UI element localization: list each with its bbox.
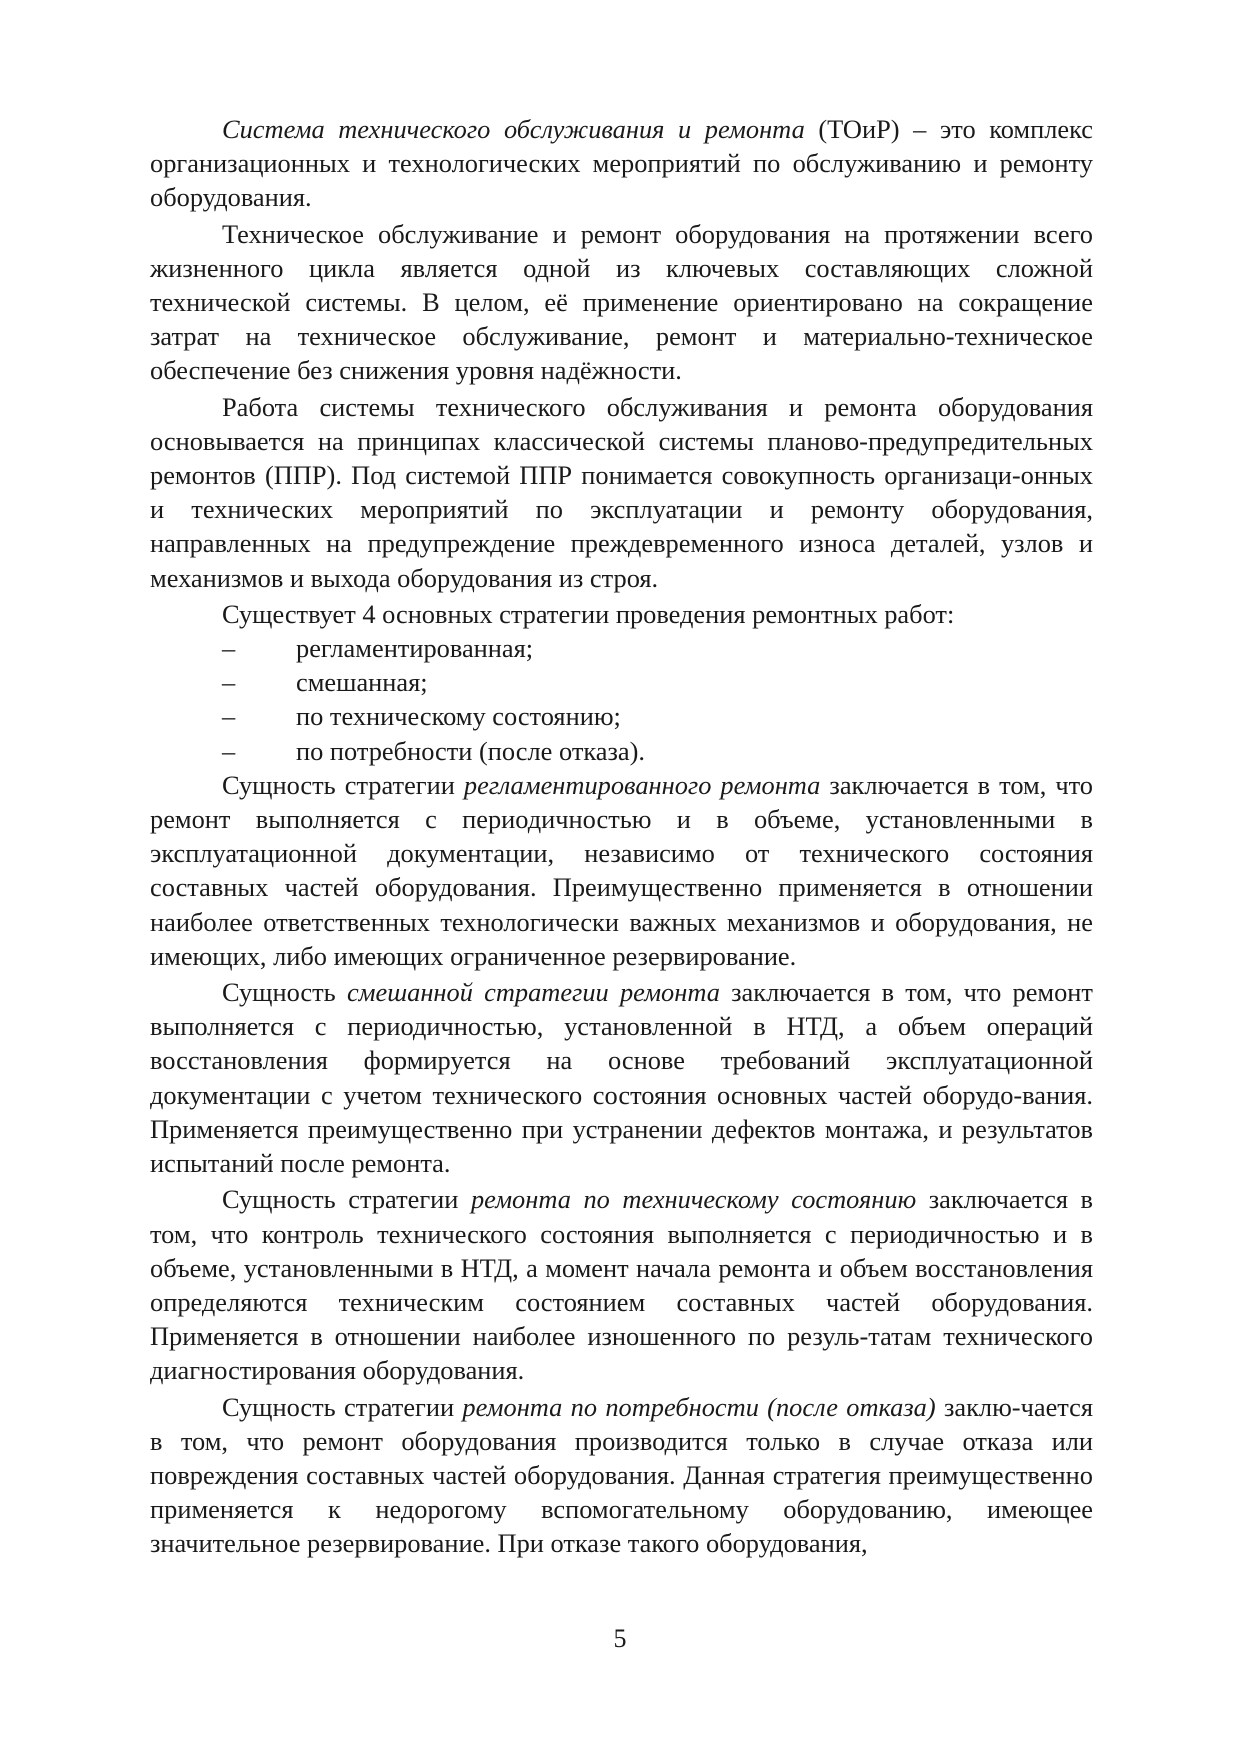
term-mixed-strategy: смешанной стратегии ремонта <box>346 977 720 1008</box>
list-item-text: смешанная; <box>296 667 428 698</box>
paragraph-text: (ТОиР) – это комплекс организационных и технологических мероприятий по обслуживанию и ремонту оборудования. <box>150 114 1093 213</box>
paragraph-text: Сущность стратегии <box>222 1391 463 1422</box>
list-item <box>150 631 1093 665</box>
paragraph-condition-based <box>150 1182 1093 1387</box>
dash-marker: – <box>222 633 236 664</box>
term-regulated-repair: регламентированного ремонта <box>463 769 821 800</box>
list-item-text: регламентированная; <box>296 633 534 664</box>
term-toir: Система технического обслуживания и ремонта <box>222 114 805 144</box>
dash-marker: – <box>222 667 236 698</box>
paragraph-run-to-failure <box>150 1390 1093 1561</box>
page-body <box>150 112 1093 1561</box>
paragraph-text: Сущность <box>222 977 347 1008</box>
paragraph-ppr-system: Работа системы технического обслуживания и ремонта оборудования основывается на принципах классической системы планово-предупредительных ремонтов (ППР). Под системой ППР понимается совокупность организаци-онных и технических мероприятий по эксплуатации и ремонту оборудования, направленных на предупреждение преждевременного износа деталей, узлов и механизмов и выхода оборудования из строя. <box>150 391 1093 593</box>
list-item-text: по техническому состоянию; <box>296 701 621 732</box>
paragraph-text: Сущность стратегии <box>222 769 464 800</box>
paragraph-mixed-strategy <box>150 975 1093 1180</box>
term-run-to-failure: ремонта по потребности (после отказа) <box>462 1391 936 1422</box>
list-item <box>150 665 1093 699</box>
paragraph-toir-definition <box>150 112 1093 215</box>
dash-marker: – <box>222 701 236 732</box>
paragraph-regulated-repair <box>150 768 1093 973</box>
paragraph-text: заключается в том, что ремонт выполняется с периодичностью и в объеме, установленными в эксплуатационной документации, независимо от технического состояния составных частей оборудования. Преимущественно применяется в отношении наиболее ответственных технологически важных механизмов и оборудования, не имеющих, либо имеющих ограниченное резервирование. <box>150 769 1093 971</box>
dash-marker: – <box>222 735 236 766</box>
strategies-list <box>150 631 1093 768</box>
list-item <box>150 699 1093 733</box>
paragraph-text: заключается в том, что ремонт выполняется с периодичностью, установленной в НТД, а объем операций восстановления формируется на основе требований эксплуатационной документации с учетом технического состояния основных частей оборудо-вания. Применяется преимущественно при устранении дефектов монтажа, и результатов испытаний после ремонта. <box>150 977 1093 1179</box>
paragraph-strategies-intro: Существует 4 основных стратегии проведения ремонтных работ: <box>222 598 955 629</box>
list-item <box>150 734 1093 768</box>
paragraph-text: заключается в том, что контроль технического состояния выполняется с периодичностью и в объеме, установленными в НТД, а момент начала ремонта и объем восстановления определяются техническим состоянием составных частей оборудования. Применяется в отношении наиболее изношенного по резуль-татам технического диагностирования оборудования. <box>150 1184 1094 1386</box>
paragraph-text: Сущность стратегии <box>222 1184 471 1215</box>
page-number: 5 <box>613 1624 627 1653</box>
term-condition-based: ремонта по техническому состоянию <box>470 1184 917 1215</box>
list-item-text: по потребности (после отказа). <box>296 735 646 766</box>
paragraph-text: заклю-чается в том, что ремонт оборудования производится только в случае отказа или повреждения составных частей оборудования. Данная стратегия преимущественно применяется к недорогому вспомогательному оборудованию, имеющее значительное резервирование. При отказе такого оборудования, <box>150 1391 1094 1559</box>
paragraph-maintenance-lifecycle: Техническое обслуживание и ремонт оборудования на протяжении всего жизненного цикла является одной из ключевых составляющих сложной технической системы. В целом, её применение ориентировано на сокращение затрат на техническое обслуживание, ремонт и материально-техническое обеспечение без снижения уровня надёжности. <box>150 218 1093 386</box>
